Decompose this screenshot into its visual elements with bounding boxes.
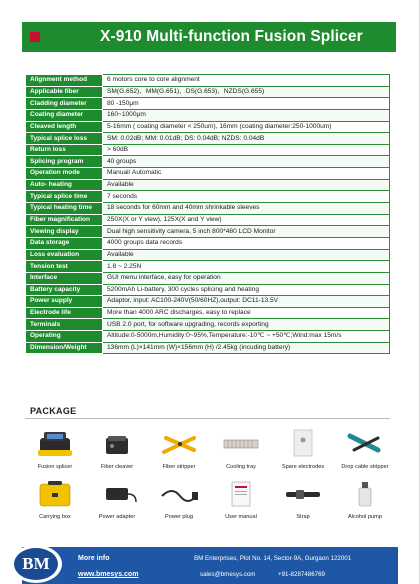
spec-value: 4000 groups data records xyxy=(103,237,390,249)
spec-row xyxy=(26,319,390,331)
spec-row xyxy=(26,249,390,261)
footer-bar xyxy=(22,547,398,584)
package-item-label: Fiber stripper xyxy=(162,464,196,470)
package-item-cooling-tray xyxy=(211,428,271,470)
spec-label: Splicing program xyxy=(26,156,103,168)
package-heading: PACKAGE xyxy=(30,406,77,416)
phone-number: +91-8287486769 xyxy=(278,571,325,578)
package-item-label: Fiber cleaver xyxy=(100,464,134,470)
package-item-strap xyxy=(273,478,333,520)
alcohol-pump-icon xyxy=(340,478,390,510)
spec-row xyxy=(26,86,390,98)
spec-row xyxy=(26,121,390,133)
spec-row xyxy=(26,261,390,273)
spec-label: Typical splice loss xyxy=(26,133,103,145)
more-info-label: More info xyxy=(78,555,110,562)
spec-value: SM: 0.02dB; MM: 0.01dB; DS: 0.04dB; NZDS: 0.04dB xyxy=(103,133,390,145)
drop-cable-stripper-icon xyxy=(340,428,390,460)
spec-row xyxy=(26,144,390,156)
spec-row xyxy=(26,342,390,354)
spec-value: 18 seconds for 60mm and 40mm shrinkable sleeves xyxy=(103,203,390,215)
spec-label: Typical splice time xyxy=(26,191,103,203)
spec-label: Cladding diameter xyxy=(26,98,103,110)
spec-label: Fiber magnification xyxy=(26,214,103,226)
page-title: X-910 Multi-function Fusion Splicer xyxy=(100,28,363,45)
spec-label: Return loss xyxy=(26,144,103,156)
email-link[interactable]: sales@bmesys.com xyxy=(200,571,256,578)
spec-value: 1.8 ~ 2.25N xyxy=(103,261,390,273)
package-item-label: Power adapter xyxy=(98,514,136,520)
spec-row xyxy=(26,272,390,284)
spec-value: > 60dB xyxy=(103,144,390,156)
package-item-carrying-box xyxy=(25,478,85,520)
spec-row xyxy=(26,214,390,226)
spec-row xyxy=(26,203,390,215)
spec-row xyxy=(26,168,390,180)
red-square-marker xyxy=(30,32,40,42)
package-item-label: Cooling tray xyxy=(226,464,256,470)
spec-row xyxy=(26,237,390,249)
spec-value: More than 4000 ARC discharges, easy to replace xyxy=(103,307,390,319)
spec-label: Electrode life xyxy=(26,307,103,319)
spec-value: Manual/ Automatic xyxy=(103,168,390,180)
spec-row xyxy=(26,98,390,110)
spec-label: Coating diameter xyxy=(26,109,103,121)
spec-value: 7 seconds xyxy=(103,191,390,203)
fiber-stripper-icon xyxy=(154,428,204,460)
spare-electrodes-icon xyxy=(278,428,328,460)
spec-value: 80 -150μm xyxy=(103,98,390,110)
spec-row xyxy=(26,179,390,191)
company-logo: BM xyxy=(10,545,62,583)
spec-value: 250X(X or Y view), 125X(X and Y view) xyxy=(103,214,390,226)
spec-value: Available xyxy=(103,179,390,191)
package-item-label: Drop cable stripper xyxy=(341,464,389,470)
spec-value: 160~1000μm xyxy=(103,109,390,121)
spec-value: GUI menu interface, easy for operation xyxy=(103,272,390,284)
spec-value: Dual high sensitivity camera, 5 inch 800*480 LCD Monitor xyxy=(103,226,390,238)
package-divider xyxy=(25,418,390,419)
user-manual-icon xyxy=(216,478,266,510)
specifications-table xyxy=(25,74,390,354)
package-item-alcohol-pump xyxy=(335,478,395,520)
header-banner xyxy=(22,22,396,52)
package-item-power-plug xyxy=(149,478,209,520)
package-item-fusion-splicer xyxy=(25,428,85,470)
spec-label: Auto- heating xyxy=(26,179,103,191)
package-item-label: User manual xyxy=(225,514,257,520)
spec-value: SM(G.652)、MM(G.651)、DS(G.653)、NZDS(G.655) xyxy=(103,86,390,98)
spec-value: 6 motors core to core alignment xyxy=(103,75,390,87)
website-link[interactable]: www.bmesys.com xyxy=(78,571,139,578)
spec-row xyxy=(26,226,390,238)
spec-value: 5-16mm ( coating diameter < 250um), 16mm (coating diameter:250-1000um) xyxy=(103,121,390,133)
power-plug-icon xyxy=(154,478,204,510)
package-item-user-manual xyxy=(211,478,271,520)
spec-label: Operating xyxy=(26,331,103,343)
package-item-power-adapter xyxy=(87,478,147,520)
spec-label: Interface xyxy=(26,272,103,284)
spec-value: Available xyxy=(103,249,390,261)
package-item-fiber-cleaver xyxy=(87,428,147,470)
spec-value: 136mm (L)×141mm (W)×156mm (H) /2.45kg (incuding battery) xyxy=(103,342,390,354)
package-item-fiber-stripper xyxy=(149,428,209,470)
spec-row xyxy=(26,191,390,203)
spec-row xyxy=(26,284,390,296)
fiber-cleaver-icon xyxy=(92,428,142,460)
package-item-label: Strap xyxy=(296,514,310,520)
spec-label: Loss evaluation xyxy=(26,249,103,261)
spec-label: Data storage xyxy=(26,237,103,249)
spec-value: Altitude:0-5000m,Humidity:0~95%,Temperature:-10℃ ~ +50℃;Wind:max 15m/s xyxy=(103,331,390,343)
fusion-splicer-icon xyxy=(30,428,80,460)
spec-value: Adaptor, input: AC100-240V(50/60HZ),output: DC11-13.5V xyxy=(103,296,390,308)
spec-row xyxy=(26,109,390,121)
package-item-label: Spare electrodes xyxy=(281,464,325,470)
spec-label: Battery capacity xyxy=(26,284,103,296)
package-item-label: Carrying box xyxy=(39,514,71,520)
cooling-tray-icon xyxy=(216,428,266,460)
spec-label: Alignment method xyxy=(26,75,103,87)
spec-label: Cleaved length xyxy=(26,121,103,133)
spec-value: 40 groups xyxy=(103,156,390,168)
spec-row xyxy=(26,307,390,319)
package-item-drop-cable-stripper xyxy=(335,428,395,470)
company-address: BM Enterprises, Plot No. 14, Sector-9A, Gurgaon 122001 xyxy=(194,555,352,562)
spec-row xyxy=(26,75,390,87)
package-item-label: Power plug xyxy=(165,514,193,520)
spec-label: Terminals xyxy=(26,319,103,331)
package-item-label: Fusion splicer xyxy=(37,464,73,470)
spec-label: Typical heating time xyxy=(26,203,103,215)
package-item-label: Alcohol pump xyxy=(348,514,382,520)
spec-label: Applicable fiber xyxy=(26,86,103,98)
carrying-box-icon xyxy=(30,478,80,510)
spec-row xyxy=(26,133,390,145)
spec-value: 5200mAh Li-battery, 300 cycles splicing and heating xyxy=(103,284,390,296)
strap-icon xyxy=(278,478,328,510)
spec-label: Dimension/Weight xyxy=(26,342,103,354)
spec-label: Power supply xyxy=(26,296,103,308)
power-adapter-icon xyxy=(92,478,142,510)
spec-row xyxy=(26,331,390,343)
spec-label: Operation mode xyxy=(26,168,103,180)
spec-row xyxy=(26,156,390,168)
spec-label: Tension test xyxy=(26,261,103,273)
package-item-spare-electrodes xyxy=(273,428,333,470)
spec-row xyxy=(26,296,390,308)
spec-value: USB 2.0 port, for software upgrading, records exporting xyxy=(103,319,390,331)
spec-label: Viewing display xyxy=(26,226,103,238)
